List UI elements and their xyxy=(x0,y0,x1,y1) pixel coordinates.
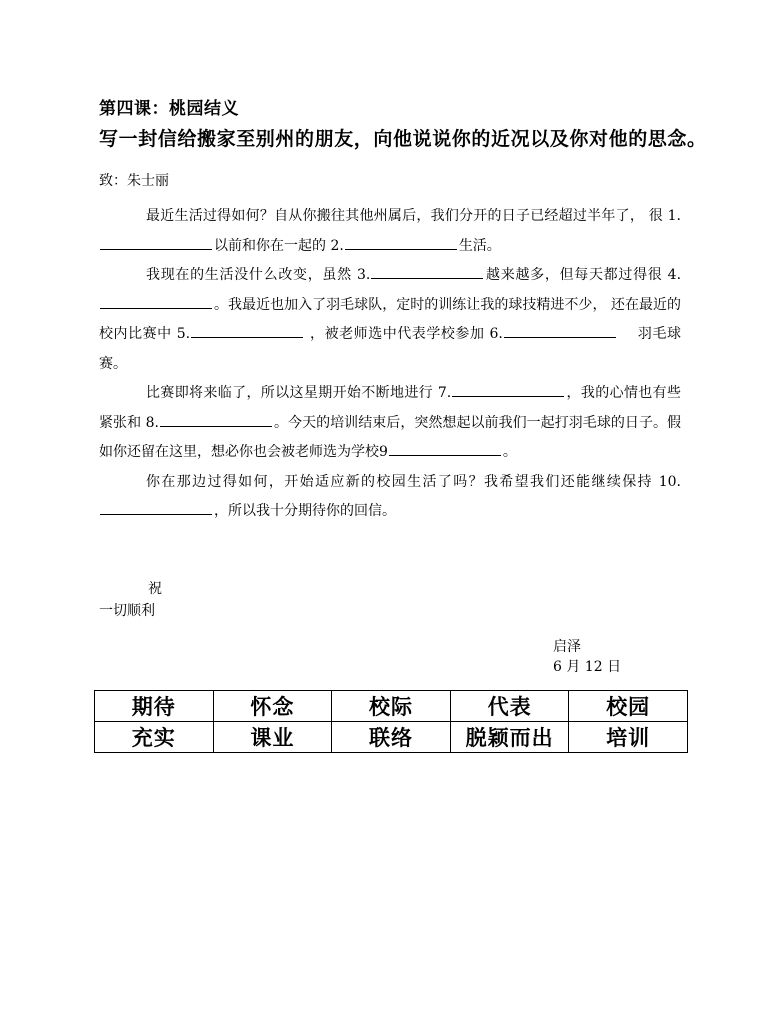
blank-number: 1. xyxy=(667,208,681,224)
blank-number: 5. xyxy=(176,326,191,342)
blank-number: 10. xyxy=(658,473,681,490)
blank-number: 8. xyxy=(145,414,159,431)
fill-in-blank-6[interactable] xyxy=(504,323,616,338)
blank-number: 9 xyxy=(379,444,388,460)
paragraph-text: ，所以我十分期待你的回信。 xyxy=(214,503,396,519)
letter-paragraph-2 xyxy=(99,261,681,379)
word-bank-cell: 期待 xyxy=(95,691,214,722)
letter-body xyxy=(99,202,681,527)
fill-in-blank-7[interactable] xyxy=(452,382,564,397)
closing-blessing: 一切顺利 xyxy=(99,603,155,619)
letter-date: 6 月 12 日 xyxy=(553,659,622,675)
word-bank-cell: 充实 xyxy=(95,722,214,753)
paragraph-text: 以前和你在一起的 xyxy=(214,237,331,254)
paragraph-text: 。 xyxy=(502,444,517,460)
paragraph-text: ，我的心情也有些紧张和 xyxy=(99,385,681,431)
paragraph-text: 我现在的生活没什么改变，虽然 xyxy=(146,267,357,283)
word-bank-cell: 课业 xyxy=(213,722,332,753)
letter-paragraph-4 xyxy=(99,468,681,527)
task-instruction: 写一封信给搬家至别州的朋友，向他说说你的近况以及你对他的思念。 xyxy=(99,128,707,150)
paragraph-text: 最近生活过得如何？自从你搬往其他州属后，我们分开的日子已经超过半年了， 很 xyxy=(146,208,668,224)
fill-in-blank-2[interactable] xyxy=(345,235,457,250)
paragraph-text: 。今天的培训结束后，突然想起以前我们一起打羽毛球的日子。假如你还留在这里，想必你也会被老师选为学校 xyxy=(99,414,682,460)
blank-number: 4. xyxy=(667,267,682,283)
word-bank-cell: 脱颖而出 xyxy=(450,722,569,753)
blank-number: 3. xyxy=(357,267,371,283)
paragraph-text: 生活。 xyxy=(458,237,501,254)
fill-in-blank-1[interactable] xyxy=(100,235,212,250)
fill-in-blank-10[interactable] xyxy=(100,500,212,515)
lesson-title: 第四课：桃园结义 xyxy=(99,99,239,119)
letter-signature: 启泽 xyxy=(553,639,581,655)
fill-in-blank-9[interactable] xyxy=(389,441,501,456)
fill-in-blank-8[interactable] xyxy=(160,412,272,427)
paragraph-text: 。我最近也加入了羽毛球队，定时的训练让我的球技精进不少， 还在最近的校内比赛中 xyxy=(99,296,681,342)
word-bank-table xyxy=(94,690,688,753)
word-bank-cell: 校园 xyxy=(569,691,688,722)
word-bank-cell: 校际 xyxy=(332,691,451,722)
word-bank-row xyxy=(95,691,688,722)
word-bank-row xyxy=(95,722,688,753)
fill-in-blank-4[interactable] xyxy=(100,294,212,309)
paragraph-text: 羽毛球赛。 xyxy=(99,326,682,372)
blank-number: 2. xyxy=(330,237,344,254)
letter-salutation: 致：朱士丽 xyxy=(99,173,169,189)
paragraph-text: ，被老师选中代表学校参加 xyxy=(305,326,490,342)
paragraph-text: 比赛即将来临了，所以这星期开始不断地进行 xyxy=(146,385,438,401)
paragraph-text: 越来越多，但每天都过得很 xyxy=(485,267,668,283)
blank-number: 7. xyxy=(437,385,452,401)
word-bank-cell: 培训 xyxy=(569,722,688,753)
fill-in-blank-5[interactable] xyxy=(191,323,303,338)
fill-in-blank-3[interactable] xyxy=(371,264,483,279)
paragraph-text: 你在那边过得如何，开始适应新的校园生活了吗？我希望我们还能继续保持 xyxy=(146,473,659,490)
word-bank-cell: 怀念 xyxy=(213,691,332,722)
closing-wish: 祝 xyxy=(148,581,162,597)
letter-paragraph-3 xyxy=(99,379,681,468)
letter-paragraph-1 xyxy=(99,202,681,261)
word-bank-cell: 代表 xyxy=(450,691,569,722)
word-bank-cell: 联络 xyxy=(332,722,451,753)
blank-number: 6. xyxy=(489,326,503,342)
